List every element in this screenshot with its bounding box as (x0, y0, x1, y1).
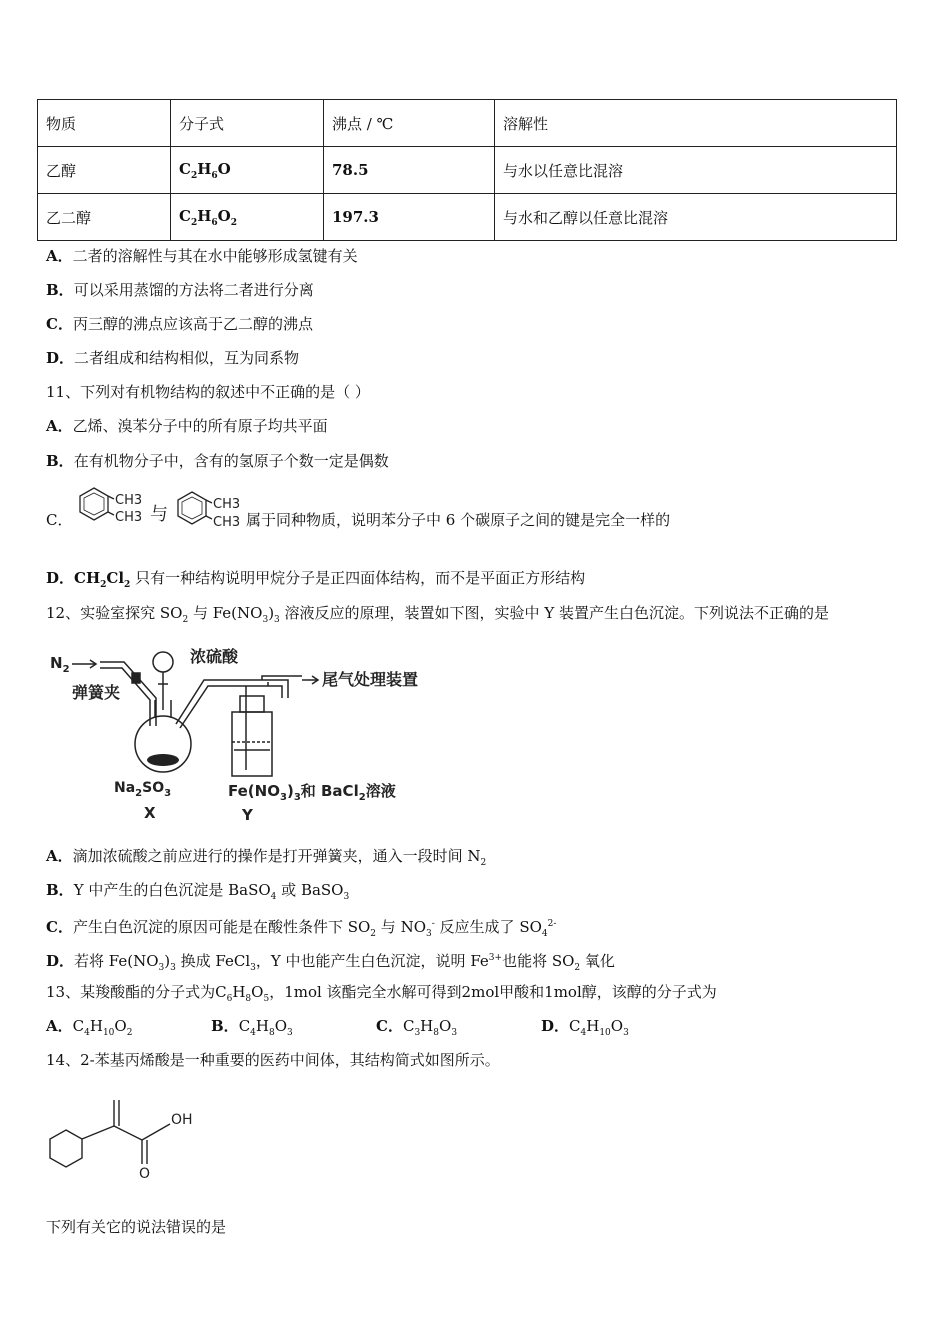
tail-gas-label: 尾气处理装置 (322, 670, 419, 689)
q11-stem: 11、下列对有机物结构的叙述中不正确的是（ ） (46, 383, 370, 401)
q12-option-c: C．产生白色沉淀的原因可能是在酸性条件下 $SO_2$ 与 $NO_3^-$ 反应生成了 $SO_4^{2-}$ (46, 918, 557, 939)
bond (142, 1124, 170, 1140)
q10-option-d: D．二者组成和结构相似，互为同系物 (46, 349, 300, 367)
gas-washing-bottle (232, 712, 272, 776)
phenylacrylic-acid-structure (46, 1092, 206, 1182)
methyl-label: CH3 (115, 493, 143, 508)
solid-reagent (147, 754, 179, 766)
q12-option-b: B．Y 中产生的白色沉淀是 BaSO$_4$ 或 BaSO$_3$ (46, 881, 350, 902)
x-reagent-label: $Na_2SO_3$ (114, 780, 172, 799)
q14-tail: 下列有关它的说法错误的是 (46, 1218, 227, 1236)
clamp-label: 弹簧夹 (72, 683, 121, 702)
table-header: 沸点 / ℃ (324, 100, 495, 147)
bond (114, 1126, 142, 1140)
oh-label: OH (171, 1112, 193, 1128)
y-label: Y (242, 806, 253, 824)
q11-option-a: A．乙烯、溴苯分子中的所有原子均共平面 (46, 417, 328, 435)
q13-stem: 13、某羧酸酯的分子式为$C_6H_8O_5$，1mol 该酯完全水解可得到2mol甲酸和1mol醇，该醇的分子式为 (46, 983, 717, 1004)
and-label: 与 (150, 504, 168, 525)
methyl-label: CH3 (115, 510, 143, 525)
table-header: 溶解性 (495, 100, 897, 147)
acid-label: 浓硫酸 (190, 647, 239, 666)
table-header: 分子式 (171, 100, 324, 147)
q13-options (46, 1016, 629, 1043)
q12-option-a: A．滴加浓硫酸之前应进行的操作是打开弹簧夹，通入一段时间 $N_2$ (46, 847, 487, 868)
q13-option-c: C．$C_3H_8O_3$ (376, 1017, 458, 1038)
o-label: O (139, 1166, 151, 1182)
y-reagent-label: $Fe(NO_3)_3$和 BaCl$_2$溶液 (228, 782, 396, 803)
gas-tube (262, 676, 302, 686)
table-cell: 乙醇 (38, 147, 171, 194)
ortho-xylene-structure (80, 488, 114, 520)
q14-stem: 14、2-苯基丙烯酸是一种重要的医药中间体，其结构简式如图所示。 (46, 1051, 500, 1069)
spring-clamp (132, 673, 140, 683)
methyl-label: CH3 (213, 497, 241, 512)
table-header: 物质 (38, 100, 171, 147)
table-header-row (38, 100, 897, 147)
q12-option-d: D．若将 $Fe(NO_3)_3$ 换成 FeCl$_3$，Y 中也能产生白色沉淀，说明 $Fe^{3+}$也能将 $SO_2$ 氧化 (46, 952, 615, 973)
benzene-ring (50, 1130, 82, 1167)
q12-stem: 12、实验室探究 $SO_2$ 与 $Fe(NO_3)_3$ 溶液反应的原理，装置如下图，实验中 Y 装置产生白色沉淀。下列说法不正确的是 (46, 604, 829, 625)
apparatus-diagram (46, 640, 436, 830)
dropping-funnel (153, 652, 173, 672)
table-cell: 197.3 (324, 194, 495, 241)
bottle-neck (240, 696, 264, 712)
q11-option-d: D．$CH_2Cl_2$ 只有一种结构说明甲烷分子是正四面体结构，而不是平面正方形结构 (46, 569, 586, 590)
table-cell-formula: $C_2H_6O_2$ (171, 194, 324, 241)
methyl-label: CH3 (213, 515, 241, 530)
q13-option-a: A．$C_4H_{10}O_2$ (46, 1017, 133, 1038)
q10-option-b: B．可以采用蒸馏的方法将二者进行分离 (46, 281, 314, 299)
q13-option-d: D．$C_4H_{10}O_3$ (541, 1017, 629, 1038)
table-cell: 78.5 (324, 147, 495, 194)
xylene-structures (74, 484, 246, 536)
q13-option-b: B．$C_4H_8O_3$ (211, 1017, 293, 1038)
table-cell: 乙二醇 (38, 194, 171, 241)
x-label: X (144, 804, 156, 822)
q11-option-c-label: C． (46, 511, 73, 529)
table-row (38, 147, 897, 194)
n2-label: $N_2$ (50, 654, 70, 675)
table-cell: 与水和乙醇以任意比混溶 (495, 194, 897, 241)
q11-option-c-text: 属于同种物质，说明苯分子中 6 个碳原子之间的键是完全一样的 (246, 511, 671, 529)
property-table (37, 99, 897, 241)
q11-option-b: B．在有机物分子中，含有的氢原子个数一定是偶数 (46, 452, 389, 470)
table-row (38, 194, 897, 241)
ortho-xylene-structure-2 (178, 492, 212, 524)
q10-option-c: C．丙三醇的沸点应该高于乙二醇的沸点 (46, 315, 313, 333)
table-cell-formula: $C_2H_6O$ (171, 147, 324, 194)
bond (82, 1126, 114, 1139)
table-cell: 与水以任意比混溶 (495, 147, 897, 194)
q10-option-a: A．二者的溶解性与其在水中能够形成氢键有关 (46, 247, 358, 265)
